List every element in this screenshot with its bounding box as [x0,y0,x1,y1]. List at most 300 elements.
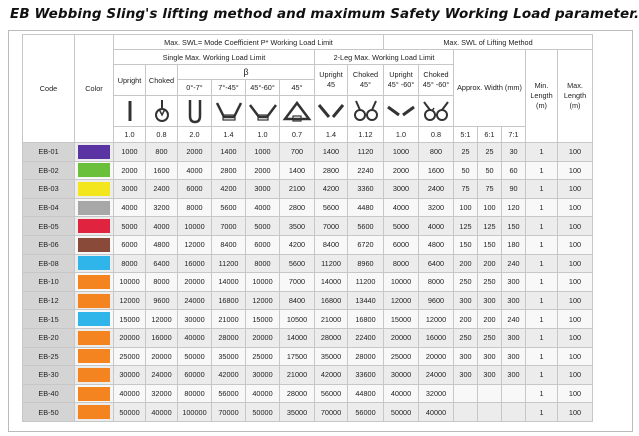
row-value-cell: 21000 [280,366,315,385]
row-value-cell: 50000 [114,403,146,422]
single-leg-header: Single Max. Working Load Limit [114,50,315,65]
row-value-cell: 28000 [280,384,315,403]
row-value-cell: 4800 [146,235,178,254]
coefficient-cell: 0.7 [280,127,315,143]
row-value-cell: 2400 [146,180,178,199]
row-code: EB-15 [23,310,75,329]
row-value-cell: 100 [558,235,593,254]
row-value-cell: 100 [558,198,593,217]
row-value-cell: 42000 [315,366,348,385]
row-value-cell: 6000 [384,235,419,254]
table-row [23,217,593,236]
row-value-cell: 10500 [280,310,315,329]
basket-angle-45-header: 45° [280,80,315,96]
row-value-cell: 40000 [384,384,419,403]
table-row [23,254,593,273]
two-leg-header: 2-Leg Max. Working Load Limit [315,50,454,65]
row-value-cell: 9600 [419,291,454,310]
row-value-cell [502,403,526,422]
row-value-cell: 100 [558,254,593,273]
row-value-cell: 1 [526,180,558,199]
row-code: EB-06 [23,235,75,254]
table-row [23,273,593,292]
row-value-cell: 17500 [280,347,315,366]
basket-angle-7-45-header: 7°-45° [212,80,246,96]
col-color-header: Color [75,35,114,143]
color-swatch [78,219,110,233]
row-value-cell: 3000 [246,180,280,199]
row-code: EB-08 [23,254,75,273]
two-leg-choked-45-header: Choked 45° [348,65,384,96]
row-value-cell: 10000 [246,273,280,292]
row-value-cell: 8000 [419,273,454,292]
row-color-cell [75,198,114,217]
color-swatch [78,349,110,363]
row-value-cell: 4000 [146,217,178,236]
row-value-cell: 300 [502,328,526,347]
row-value-cell: 14000 [315,273,348,292]
row-value-cell: 30 [502,143,526,162]
row-value-cell: 250 [454,328,478,347]
row-value-cell: 30000 [178,310,212,329]
basket-angle-45-60-header: 45°-60° [246,80,280,96]
row-color-cell [75,254,114,273]
row-value-cell: 8960 [348,254,384,273]
row-value-cell: 100 [558,273,593,292]
row-code: EB-50 [23,403,75,422]
min-length-header: Min. Length (m) [526,50,558,143]
swl-table [22,34,593,422]
row-value-cell: 80000 [178,384,212,403]
row-code: EB-10 [23,273,75,292]
row-value-cell: 40000 [178,328,212,347]
row-value-cell: 2100 [280,180,315,199]
table-row [23,403,593,422]
row-value-cell: 1000 [384,143,419,162]
row-value-cell: 20000 [146,347,178,366]
row-value-cell: 100000 [178,403,212,422]
row-value-cell: 6400 [146,254,178,273]
color-swatch [78,368,110,382]
row-value-cell: 3000 [114,180,146,199]
row-value-cell: 8000 [114,254,146,273]
single-choked-icon [146,96,178,127]
row-value-cell: 7000 [212,217,246,236]
swl-formula-header: Max. SWL= Mode Coefficient P* Working Load Limit [114,35,384,50]
row-value-cell: 13440 [348,291,384,310]
row-value-cell: 1 [526,235,558,254]
row-value-cell: 8400 [315,235,348,254]
row-value-cell: 1 [526,347,558,366]
row-value-cell: 40000 [419,403,454,422]
row-value-cell: 16800 [348,310,384,329]
row-value-cell: 800 [419,143,454,162]
row-value-cell: 8400 [212,235,246,254]
row-value-cell: 25000 [384,347,419,366]
row-value-cell: 3200 [146,198,178,217]
row-code: EB-40 [23,384,75,403]
row-value-cell: 35000 [280,403,315,422]
row-value-cell: 300 [454,291,478,310]
row-value-cell: 300 [478,347,502,366]
table-row [23,143,593,162]
single-upright-header: Upright [114,65,146,96]
row-color-cell [75,310,114,329]
row-value-cell: 20000 [419,347,454,366]
row-value-cell: 1 [526,217,558,236]
color-swatch [78,182,110,196]
row-value-cell: 100 [478,198,502,217]
row-value-cell: 56000 [348,403,384,422]
row-value-cell: 16800 [212,291,246,310]
row-value-cell: 11200 [212,254,246,273]
row-value-cell: 180 [502,235,526,254]
row-value-cell: 150 [454,235,478,254]
beta-header: β [178,65,315,80]
row-value-cell: 12000 [384,291,419,310]
row-value-cell: 300 [454,347,478,366]
row-value-cell: 16000 [419,328,454,347]
two-leg-upright-wide-icon [384,96,419,127]
row-value-cell: 75 [454,180,478,199]
table-row [23,198,593,217]
row-value-cell: 7000 [315,217,348,236]
row-value-cell: 20000 [178,273,212,292]
row-value-cell: 50000 [384,403,419,422]
row-value-cell: 32000 [146,384,178,403]
row-value-cell: 30000 [114,366,146,385]
two-leg-upright-icon [315,96,348,127]
row-value-cell: 4200 [212,180,246,199]
row-value-cell: 6000 [114,235,146,254]
row-color-cell [75,161,114,180]
row-value-cell: 1 [526,161,558,180]
row-value-cell: 20000 [114,328,146,347]
row-value-cell: 5000 [384,217,419,236]
row-value-cell: 150 [478,235,502,254]
row-value-cell: 100 [454,198,478,217]
row-value-cell: 11200 [348,273,384,292]
row-color-cell [75,347,114,366]
row-value-cell: 5600 [348,217,384,236]
row-value-cell: 300 [454,366,478,385]
coefficient-cell: 1.4 [315,127,348,143]
table-row [23,366,593,385]
row-value-cell: 100 [558,403,593,422]
row-value-cell: 200 [454,310,478,329]
row-color-cell [75,366,114,385]
row-value-cell: 10000 [384,273,419,292]
color-swatch [78,387,110,401]
row-value-cell: 1 [526,143,558,162]
row-value-cell: 28000 [348,347,384,366]
row-value-cell: 5600 [280,254,315,273]
coefficient-cell: 1.0 [246,127,280,143]
row-value-cell: 4480 [348,198,384,217]
row-value-cell: 3000 [384,180,419,199]
row-value-cell: 60000 [178,366,212,385]
row-code: EB-01 [23,143,75,162]
row-value-cell: 11200 [315,254,348,273]
row-color-cell [75,403,114,422]
row-value-cell: 33600 [348,366,384,385]
row-value-cell: 4000 [178,161,212,180]
row-value-cell: 1400 [280,161,315,180]
row-value-cell: 100 [558,180,593,199]
coefficient-cell: 0.8 [146,127,178,143]
row-value-cell: 50000 [178,347,212,366]
table-row [23,161,593,180]
coefficient-cell: 1.4 [212,127,246,143]
row-value-cell: 100 [558,347,593,366]
row-value-cell: 300 [478,291,502,310]
col-code-header: Code [23,35,75,143]
row-value-cell [502,384,526,403]
row-value-cell: 10000 [114,273,146,292]
row-value-cell: 40000 [246,384,280,403]
row-code: EB-04 [23,198,75,217]
row-value-cell: 12000 [246,291,280,310]
row-value-cell: 1120 [348,143,384,162]
row-value-cell: 300 [502,291,526,310]
row-value-cell: 1 [526,291,558,310]
table-row [23,310,593,329]
row-code: EB-20 [23,328,75,347]
row-value-cell: 4000 [419,217,454,236]
two-leg-upright-45-header: Upright 45 [315,65,348,96]
approx-width-header: Approx. Width (mm) [454,50,526,127]
row-value-cell: 250 [478,273,502,292]
row-color-cell [75,180,114,199]
row-value-cell: 4000 [384,198,419,217]
row-value-cell: 200 [478,254,502,273]
coefficient-cell: 7:1 [502,127,526,143]
table-row [23,328,593,347]
row-value-cell: 240 [502,310,526,329]
row-value-cell: 25000 [114,347,146,366]
row-value-cell: 50000 [246,403,280,422]
row-value-cell: 56000 [212,384,246,403]
basket-45-60-icon [246,96,280,127]
row-value-cell: 4200 [315,180,348,199]
row-color-cell [75,273,114,292]
row-value-cell: 250 [454,273,478,292]
row-value-cell: 24000 [146,366,178,385]
row-value-cell: 1000 [246,143,280,162]
row-value-cell: 2800 [212,161,246,180]
row-value-cell: 200 [454,254,478,273]
row-value-cell: 100 [558,328,593,347]
color-swatch [78,145,110,159]
color-swatch [78,256,110,270]
row-value-cell: 15000 [246,310,280,329]
row-value-cell: 70000 [315,403,348,422]
two-leg-upright-45-60-header: Upright 45° -60° [384,65,419,96]
row-value-cell: 6000 [246,235,280,254]
row-value-cell: 60 [502,161,526,180]
row-value-cell: 10000 [178,217,212,236]
two-leg-choked-wide-icon [419,96,454,127]
basket-7-45-icon [212,96,246,127]
row-value-cell: 40000 [146,403,178,422]
row-value-cell: 1600 [146,161,178,180]
row-code: EB-12 [23,291,75,310]
row-value-cell: 35000 [315,347,348,366]
row-value-cell: 100 [558,310,593,329]
color-swatch [78,294,110,308]
row-value-cell: 25000 [246,347,280,366]
row-value-cell: 50 [454,161,478,180]
row-value-cell: 3500 [280,217,315,236]
row-value-cell: 1600 [419,161,454,180]
row-value-cell: 7000 [280,273,315,292]
row-value-cell: 16000 [146,328,178,347]
row-value-cell: 240 [502,254,526,273]
row-value-cell: 1 [526,384,558,403]
row-value-cell: 6400 [419,254,454,273]
row-value-cell: 5000 [246,217,280,236]
row-value-cell: 100 [558,291,593,310]
row-code: EB-05 [23,217,75,236]
row-value-cell: 16800 [315,291,348,310]
row-value-cell: 120 [502,198,526,217]
row-value-cell: 32000 [419,384,454,403]
row-value-cell: 8000 [246,254,280,273]
row-value-cell: 2000 [178,143,212,162]
row-value-cell: 150 [502,217,526,236]
row-value-cell: 28000 [212,328,246,347]
basket-angle-0-7-header: 0°-7° [178,80,212,96]
row-value-cell: 15000 [114,310,146,329]
row-value-cell: 3360 [348,180,384,199]
color-swatch [78,405,110,419]
single-upright-icon [114,96,146,127]
row-value-cell: 90 [502,180,526,199]
color-swatch [78,201,110,215]
row-value-cell: 5600 [315,198,348,217]
row-value-cell: 42000 [212,366,246,385]
row-value-cell: 24000 [419,366,454,385]
row-value-cell: 8000 [384,254,419,273]
table-row [23,291,593,310]
row-value-cell: 100 [558,217,593,236]
row-value-cell: 5000 [114,217,146,236]
row-color-cell [75,217,114,236]
coefficient-cell: 0.8 [419,127,454,143]
row-value-cell: 6720 [348,235,384,254]
row-value-cell: 1 [526,328,558,347]
row-value-cell: 20000 [246,328,280,347]
basket-vertical-icon [178,96,212,127]
two-leg-choked-45-60-header: Choked 45° -60° [419,65,454,96]
row-value-cell: 22400 [348,328,384,347]
row-value-cell: 12000 [419,310,454,329]
color-swatch [78,238,110,252]
row-value-cell: 16000 [178,254,212,273]
table-row [23,180,593,199]
row-value-cell: 300 [478,366,502,385]
row-value-cell: 700 [280,143,315,162]
row-value-cell: 30000 [384,366,419,385]
table-row [23,235,593,254]
row-value-cell: 4200 [280,235,315,254]
coefficient-cell: 1.0 [114,127,146,143]
row-code: EB-25 [23,347,75,366]
row-value-cell: 14000 [280,328,315,347]
row-value-cell: 8000 [146,273,178,292]
row-value-cell: 40000 [114,384,146,403]
single-choked-header: Choked [146,65,178,96]
row-value-cell: 4000 [246,198,280,217]
row-value-cell: 15000 [384,310,419,329]
row-value-cell: 21000 [315,310,348,329]
row-value-cell: 1 [526,254,558,273]
row-value-cell: 125 [454,217,478,236]
row-value-cell: 44800 [348,384,384,403]
row-value-cell: 6000 [178,180,212,199]
row-value-cell [454,384,478,403]
color-swatch [78,331,110,345]
row-value-cell: 1400 [315,143,348,162]
coefficient-cell: 1.12 [348,127,384,143]
swl-method-header: Max. SWL of Lifting Method [384,35,593,50]
row-value-cell: 35000 [212,347,246,366]
row-code: EB-03 [23,180,75,199]
row-value-cell: 100 [558,143,593,162]
row-value-cell: 12000 [178,235,212,254]
row-code: EB-30 [23,366,75,385]
row-value-cell: 125 [478,217,502,236]
coefficient-cell: 5:1 [454,127,478,143]
coefficient-cell: 2.0 [178,127,212,143]
row-value-cell: 250 [478,328,502,347]
row-value-cell: 2000 [114,161,146,180]
row-value-cell: 2000 [246,161,280,180]
table-row [23,347,593,366]
row-value-cell [478,403,502,422]
row-value-cell: 100 [558,384,593,403]
row-value-cell: 100 [558,161,593,180]
coefficient-cell: 1.0 [384,127,419,143]
row-value-cell: 8000 [178,198,212,217]
row-value-cell: 25 [478,143,502,162]
basket-45-triangle-icon [280,96,315,127]
row-value-cell: 800 [146,143,178,162]
row-value-cell [454,403,478,422]
page-title: EB Webbing Sling's lifting method and maximum Safety Working Load parameter. [10,6,639,22]
row-value-cell: 3200 [419,198,454,217]
two-leg-choked-icon [348,96,384,127]
row-value-cell: 25 [454,143,478,162]
row-value-cell: 1400 [212,143,246,162]
row-value-cell: 300 [502,366,526,385]
row-code: EB-02 [23,161,75,180]
max-length-header: Max. Length (m) [558,50,593,143]
row-value-cell: 2240 [348,161,384,180]
row-value-cell: 20000 [384,328,419,347]
row-value-cell: 1000 [114,143,146,162]
table-row [23,384,593,403]
row-value-cell: 9600 [146,291,178,310]
color-swatch [78,275,110,289]
row-color-cell [75,328,114,347]
row-value-cell: 12000 [146,310,178,329]
row-value-cell: 4000 [114,198,146,217]
row-color-cell [75,291,114,310]
row-value-cell: 50 [478,161,502,180]
row-value-cell: 2800 [315,161,348,180]
row-value-cell: 300 [502,347,526,366]
